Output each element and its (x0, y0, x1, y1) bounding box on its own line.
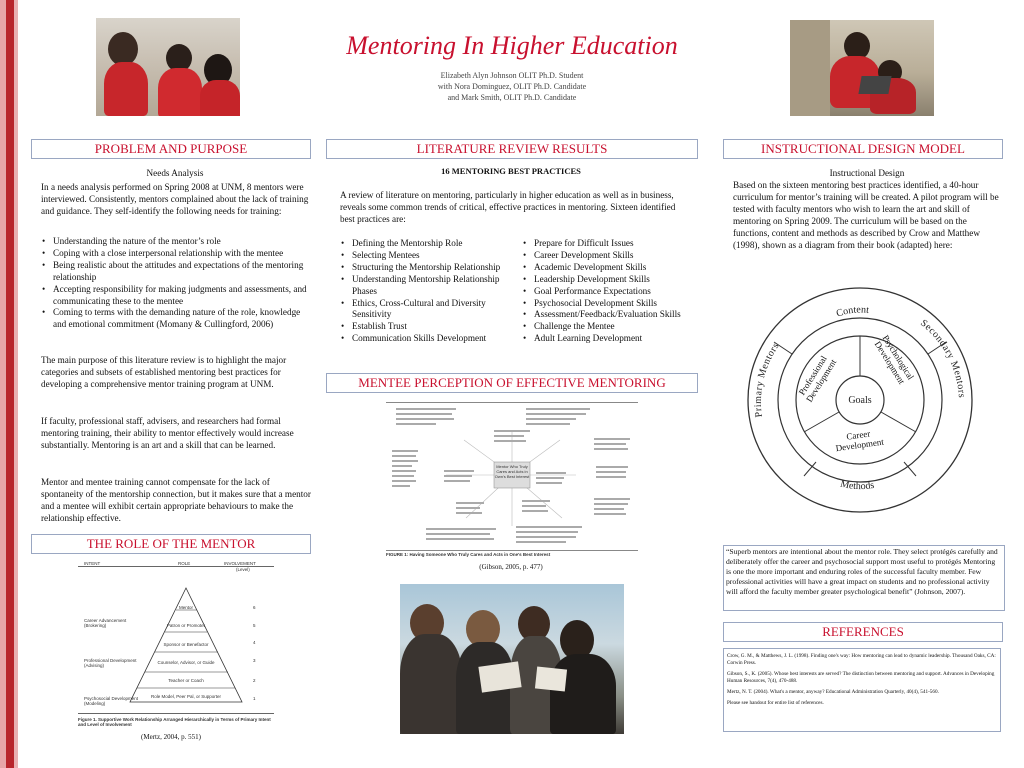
diagram-center-label: Goals (848, 395, 872, 406)
references-header: REFERENCES (723, 622, 1003, 642)
list-item: • Prepare for Difficult Issues (522, 238, 690, 250)
list-item: • Adult Learning Development (522, 333, 690, 345)
list-item: • Understanding Mentorship Relationship Phases (340, 274, 508, 298)
list-item: • Understanding the nature of the mentor’s role (41, 236, 311, 248)
author-line: and Mark Smith, OLIT Ph.D. Candidate (447, 93, 577, 102)
col-header: INTENT (84, 561, 101, 566)
gibson-citation: (Gibson, 2005, p. 477) (479, 563, 543, 571)
inner-segment-label: Psychological Development (872, 333, 916, 386)
list-item: • Communication Skills Development (340, 333, 508, 345)
literature-review-header: LITERATURE REVIEW RESULTS (326, 139, 698, 159)
level-number: 2 (253, 678, 256, 683)
mentee-perception-figure (386, 400, 638, 560)
author-line: with Nora Dominguez, OLIT Ph.D. Candidate (437, 82, 587, 91)
list-item: • Coping with a close interpersonal relationship with the mentee (41, 248, 311, 260)
practices-list-left (340, 238, 508, 345)
inner-segment-label: Career Development (834, 428, 885, 454)
pyramid-level: Sponsor or Benefactor (163, 642, 209, 647)
instructional-design-paragraph: Based on the sixteen mentoring best practices identified, a 40-hour curriculum for mentor’s training will be created. A pilot program will be tested with faculty mentors who wish to learn the art and skill of mentoring on Spring 2009. The curriculum will be based on the functions, content and methods as described by Crow and Matthew (1998), shown as a diagram from their book (adapted) here: (733, 180, 999, 250)
list-item: • Leadership Development Skills (522, 274, 690, 286)
list-item: • Establish Trust (340, 321, 508, 333)
list-item: • Goal Performance Expectations (522, 286, 690, 298)
group-reading-photo (400, 584, 624, 734)
list-item: • Academic Development Skills (522, 262, 690, 274)
reference-item: Gibson, S., K. (2005). Whose best interests are served? The distinction between mentoring and support. Advances in Developing Human Resources, 7(4), 470-488. (727, 671, 995, 684)
best-practices-title: 16 MENTORING BEST PRACTICES (441, 166, 581, 176)
middle-ring-label: Content (834, 304, 870, 320)
intent-label: Professional Development (Advising) (84, 658, 137, 668)
problem-purpose-header: PROBLEM AND PURPOSE (31, 139, 311, 159)
level-number: 6 (253, 605, 256, 610)
references-box (723, 648, 1001, 732)
list-item: • Assessment/Feedback/Evaluation Skills (522, 309, 690, 321)
literature-paragraph: A review of literature on mentoring, particularly in higher education as well as in business, reveals some common trends of critical, effective practices in mentoring. Sixteen identified best practices are: (340, 190, 676, 224)
level-number: 4 (253, 640, 256, 645)
compensate-paragraph: Mentor and mentee training cannot compensate for the lack of spontaneity of the mentorship connection, but it makes sure that a mentor and a mentee will exhibit certain appropriate behaviours to make the relationship effective. (41, 477, 311, 523)
level-number: 3 (253, 658, 256, 663)
mentee-perception-header: MENTEE PERCEPTION OF EFFECTIVE MENTORING (326, 373, 698, 393)
mentor-pyramid-figure (76, 560, 276, 732)
reference-item: Crow, G. M., & Matthews, J. L. (1998). Finding one's way: How mentoring can lead to dynamic leadership. Thousand Oaks, CA: Corwin Press. (727, 653, 996, 666)
mentoring-model-diagram (740, 282, 980, 522)
list-item: • Challenge the Mentee (522, 321, 690, 333)
list-item: • Career Development Skills (522, 250, 690, 262)
col-header: (Level) (236, 567, 250, 572)
pyramid-level: Role Model, Peer Pal, or Supporter (150, 694, 222, 699)
purpose-paragraph: The main purpose of this literature review is to highlight the major categories and subsets of established mentoring best practices for developing a comprehensive mentor training program at UNM. (41, 355, 287, 389)
figure-caption: FIGURE 1: Having Someone Who Truly Cares and Acts in One's Best Interest (386, 552, 551, 557)
needs-analysis-title: Needs Analysis (146, 168, 204, 178)
instructional-design-header: INSTRUCTIONAL DESIGN MODEL (723, 139, 1003, 159)
figure-caption: Figure 1. Supportive Work Relationship Arranged Hierarchically in Terms of Primary Intent and Level of Involvement (78, 717, 271, 727)
level-number: 1 (253, 696, 256, 701)
faculty-paragraph: If faculty, professional staff, advisers, and researchers had formal mentoring training, their ability to mentor effectively would increase substantially. Mentoring is an art and a skill that can be learned. (41, 416, 294, 450)
mertz-citation: (Mertz, 2004, p. 551) (141, 733, 201, 741)
poster-title: Mentoring In Higher Education (346, 31, 678, 60)
intent-label: Career Advancement (Brokering) (84, 618, 127, 628)
list-item: • Being realistic about the attitudes and expectations of the mentoring relationship (41, 260, 311, 284)
instructional-design-title: Instructional Design (829, 168, 905, 178)
inner-segment-label: Professional Development (796, 353, 839, 404)
pyramid-level: Patron or Promoter (166, 623, 206, 628)
col-header: INVOLVEMENT (224, 561, 256, 566)
list-item: • Accepting responsibility for making judgments and assessments, and communicating these to the mentee (41, 284, 311, 308)
author-line: Elizabeth Alyn Johnson OLIT Ph.D. Student (440, 71, 584, 80)
pyramid-level: Counselor, Advisor, or Guide (157, 660, 215, 665)
left-border-stripe (6, 0, 14, 768)
level-number: 5 (253, 623, 256, 628)
intent-label: Psychosocial Development (Modeling) (84, 696, 139, 706)
list-item: • Selecting Mentees (340, 250, 508, 262)
student-laptop-photo (790, 20, 934, 116)
reference-item: Mertz, N. T. (2004). What's a mentor, anyway? Educational Administration Quarterly, 40(4), 541-560. (727, 689, 939, 695)
list-item: • Structuring the Mentorship Relationship (340, 262, 508, 274)
left-border-stripe (14, 0, 18, 768)
pyramid-level: Teacher or Coach (168, 678, 204, 683)
list-item: • Coming to terms with the demanding nature of the role, knowledge and emotional commitment (Momany & Cullingford, 2006) (41, 307, 311, 331)
middle-ring-label: Methods (839, 478, 876, 493)
pyramid-level: Mentor (178, 605, 193, 610)
johnson-quote: “Superb mentors are intentional about the mentor role. They select protégés carefully and deliberately offer the career and psychosocial support most useful to protégés Mentoring is one the more important and enduring roles of the successful faculty member. Few professional activities will have a great impact on students and no professional activity will afford the faculty member greater psychological benefit” (Johnson, 2007). (723, 545, 1005, 611)
outer-ring-label: Secondary Mentors (918, 317, 968, 399)
outer-ring-label: Primary Mentors (752, 340, 782, 418)
needs-bullet-list (41, 236, 311, 331)
practices-list-right (522, 238, 690, 345)
perception-center-label: Mentor Who Truly Cares and Acts in Own's Best Interest (494, 464, 530, 479)
list-item: • Defining the Mentorship Role (340, 238, 508, 250)
reference-item: Please see handout for entire list of references. (727, 700, 824, 706)
needs-analysis-paragraph: In a needs analysis performed on Spring 2008 at UNM, 8 mentors were interviewed. Consistently, mentors complained about the lack of training and guidance. They self-identify the following needs for training: (41, 182, 309, 216)
perception-diagram (386, 400, 638, 560)
role-of-mentor-header: THE ROLE OF THE MENTOR (31, 534, 311, 554)
col-header: ROLE (178, 561, 191, 566)
list-item: • Psychosocial Development Skills (522, 298, 690, 310)
list-item: • Ethics, Cross-Cultural and Diversity Sensitivity (340, 298, 508, 322)
students-photo-top-left (96, 18, 240, 116)
